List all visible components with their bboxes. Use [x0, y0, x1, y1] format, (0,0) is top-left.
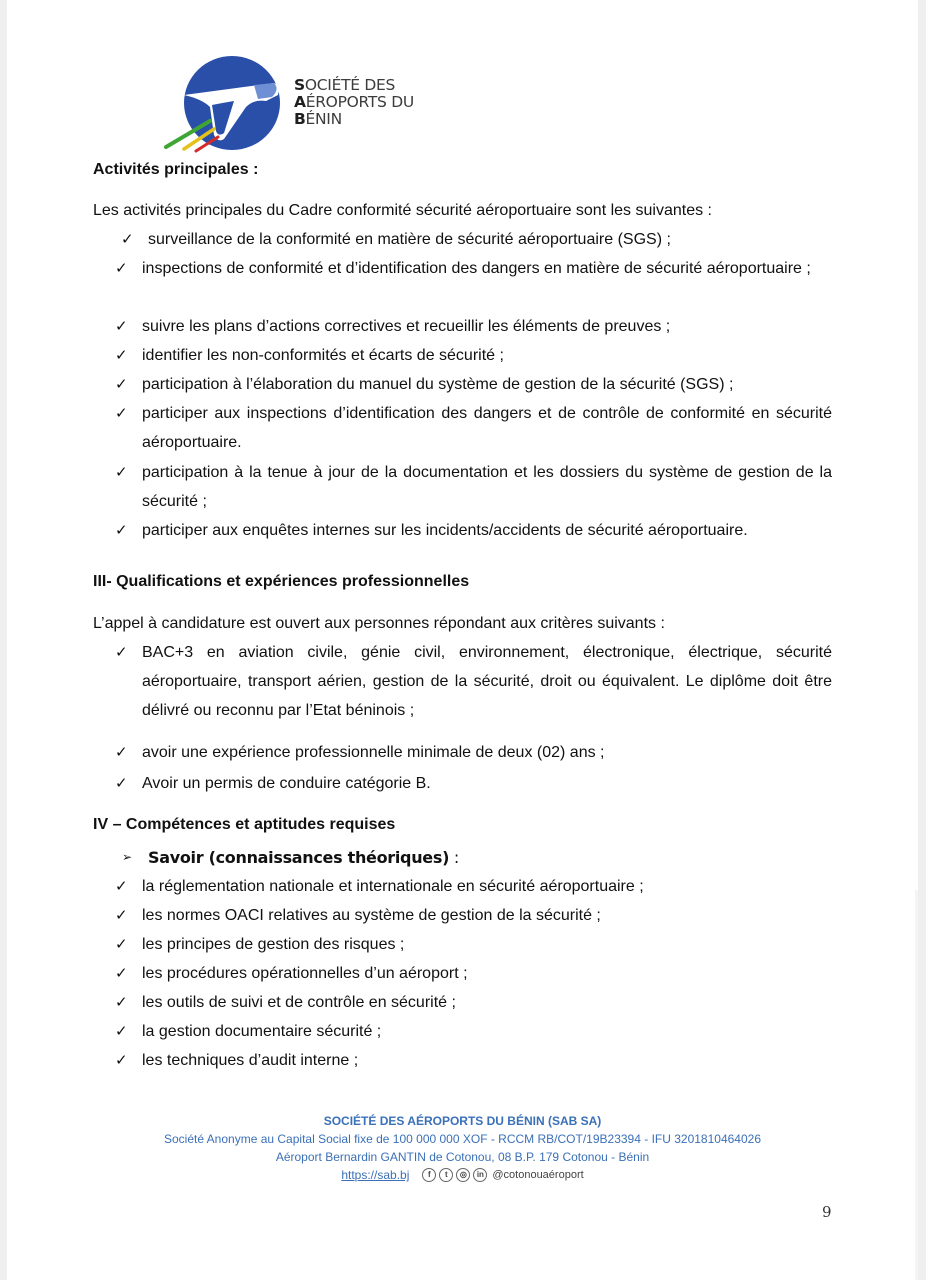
check-icon: ✓	[115, 347, 128, 364]
scrollbar-track[interactable]	[915, 890, 918, 1280]
check-icon: ✓	[115, 376, 128, 393]
check-icon: ✓	[115, 464, 128, 481]
twitter-icon[interactable]: t	[439, 1168, 453, 1182]
savoir-heading: Savoir (connaissances théoriques) :	[148, 848, 459, 867]
airport-logo-icon	[162, 55, 287, 155]
document-page: SOCIÉTÉ DES AÉROPORTS DU BÉNIN Activités principales : Les activités principales du Cadre conformité sécurité aéroportuaire sont les suivantes : ✓ surveillance de la conformité en matière de sécurité aéroportuaire (SGS) ; ✓ inspections de conformité et d’identification des dangers en matière de sécurité aéroportuaire ; ✓ suivre les plans d’actions correctives et recueillir les éléments de preuves ; ✓ identifier les non-conformités et écarts de sécurité ; ✓ participation à l’élaboration du manuel du système de gestion de la sécurité (SGS) ; ✓ participer aux inspections d’identification des dangers et de contrôle de conformité en sécurité aéroportuaire. ✓ participation à la tenue à jour de la documentation et les dossiers du système de gestion de la sécurité ; ✓ participer aux enquêtes internes sur les incidents/accidents de sécurité aéroportuaire. III- Qualifications et expériences professionnelles L’appel à candidature est ouvert aux personnes répondant aux critères suivants : ✓ BAC+3 en aviation civile, génie civil, environnement, électronique, électrique, sécurité aéroportuaire, transport aérien, gestion de la sécurité, droit ou équivalent. Le diplôme doit être délivré ou reconnu par l’Etat béninois ; ✓ avoir une expérience professionnelle minimale de deux (02) ans ; ✓ Avoir un permis de conduire catégorie B. IV – Compétences et aptitudes requises ➢ Savoir (connaissances théoriques) : ✓ la réglementation nationale et internationale en sécurité aéroportuaire ; ✓ les normes OACI relatives au système de gestion de la sécurité ; ✓ les principes de gestion des risques ; ✓ les procédures opérationnelles d’un aéroport ; ✓ les outils de suivi et de contrôle en sécurité ; ✓ la gestion documentaire sécurité ; ✓ les techniques d’audit interne ; SOCIÉTÉ DES AÉROPORTS DU BÉNIN (SAB SA) Société Anonyme au Capital Social fixe de 100 000 000 XOF - RCCM RB/COT/19B23394 - IFU 3201810464026 Aéroport Bernardin GANTIN de Cotonou, 08 B.P. 179 Cotonou - Bénin https://sab.bj f t ◎ in @cotonouaéroport 9	[7, 0, 918, 1280]
arrow-bullet-icon: ➢	[122, 850, 133, 864]
facebook-icon[interactable]: f	[422, 1168, 436, 1182]
activities-intro: Les activités principales du Cadre conformité sécurité aéroportuaire sont les suivantes :	[93, 202, 712, 219]
check-icon: ✓	[115, 405, 128, 422]
qualifications-heading: III- Qualifications et expériences professionnelles	[93, 573, 470, 590]
footer-address: Aéroport Bernardin GANTIN de Cotonou, 08 B.P. 179 Cotonou - Bénin	[275, 1150, 650, 1164]
check-icon: ✓	[115, 644, 128, 661]
check-icon: ✓	[115, 936, 128, 953]
company-logo	[162, 55, 432, 155]
check-icon: ✓	[115, 1023, 128, 1040]
check-icon: ✓	[115, 775, 128, 792]
footer-legal-info: Société Anonyme au Capital Social fixe de 100 000 000 XOF - RCCM RB/COT/19B23394 - IFU 3201810464026	[163, 1132, 761, 1146]
footer-company-name: SOCIÉTÉ DES AÉROPORTS DU BÉNIN (SAB SA)	[323, 1114, 602, 1128]
check-icon: ✓	[115, 994, 128, 1011]
check-icon: ✓	[115, 318, 128, 335]
social-handle: @cotonouaéroport	[492, 1169, 584, 1181]
website-link[interactable]: https://sab.bj	[341, 1168, 410, 1182]
competences-heading: IV – Compétences et aptitudes requises	[93, 816, 396, 833]
footer	[7, 1112, 918, 1184]
footer-links	[341, 1166, 583, 1184]
page-number: 9	[822, 1203, 832, 1221]
logo-wordmark: SOCIÉTÉ DES AÉROPORTS DU BÉNIN	[294, 76, 414, 128]
check-icon: ✓	[115, 744, 128, 761]
check-icon: ✓	[115, 965, 128, 982]
check-icon: ✓	[115, 907, 128, 924]
instagram-icon[interactable]: ◎	[456, 1168, 470, 1182]
check-icon: ✓	[121, 231, 134, 248]
check-icon: ✓	[115, 878, 128, 895]
linkedin-icon[interactable]: in	[473, 1168, 487, 1182]
check-icon: ✓	[115, 1052, 128, 1069]
activities-heading: Activités principales :	[93, 161, 259, 178]
check-icon: ✓	[115, 522, 128, 539]
qualifications-intro: L’appel à candidature est ouvert aux personnes répondant aux critères suivants :	[93, 615, 665, 632]
check-icon: ✓	[115, 260, 128, 277]
